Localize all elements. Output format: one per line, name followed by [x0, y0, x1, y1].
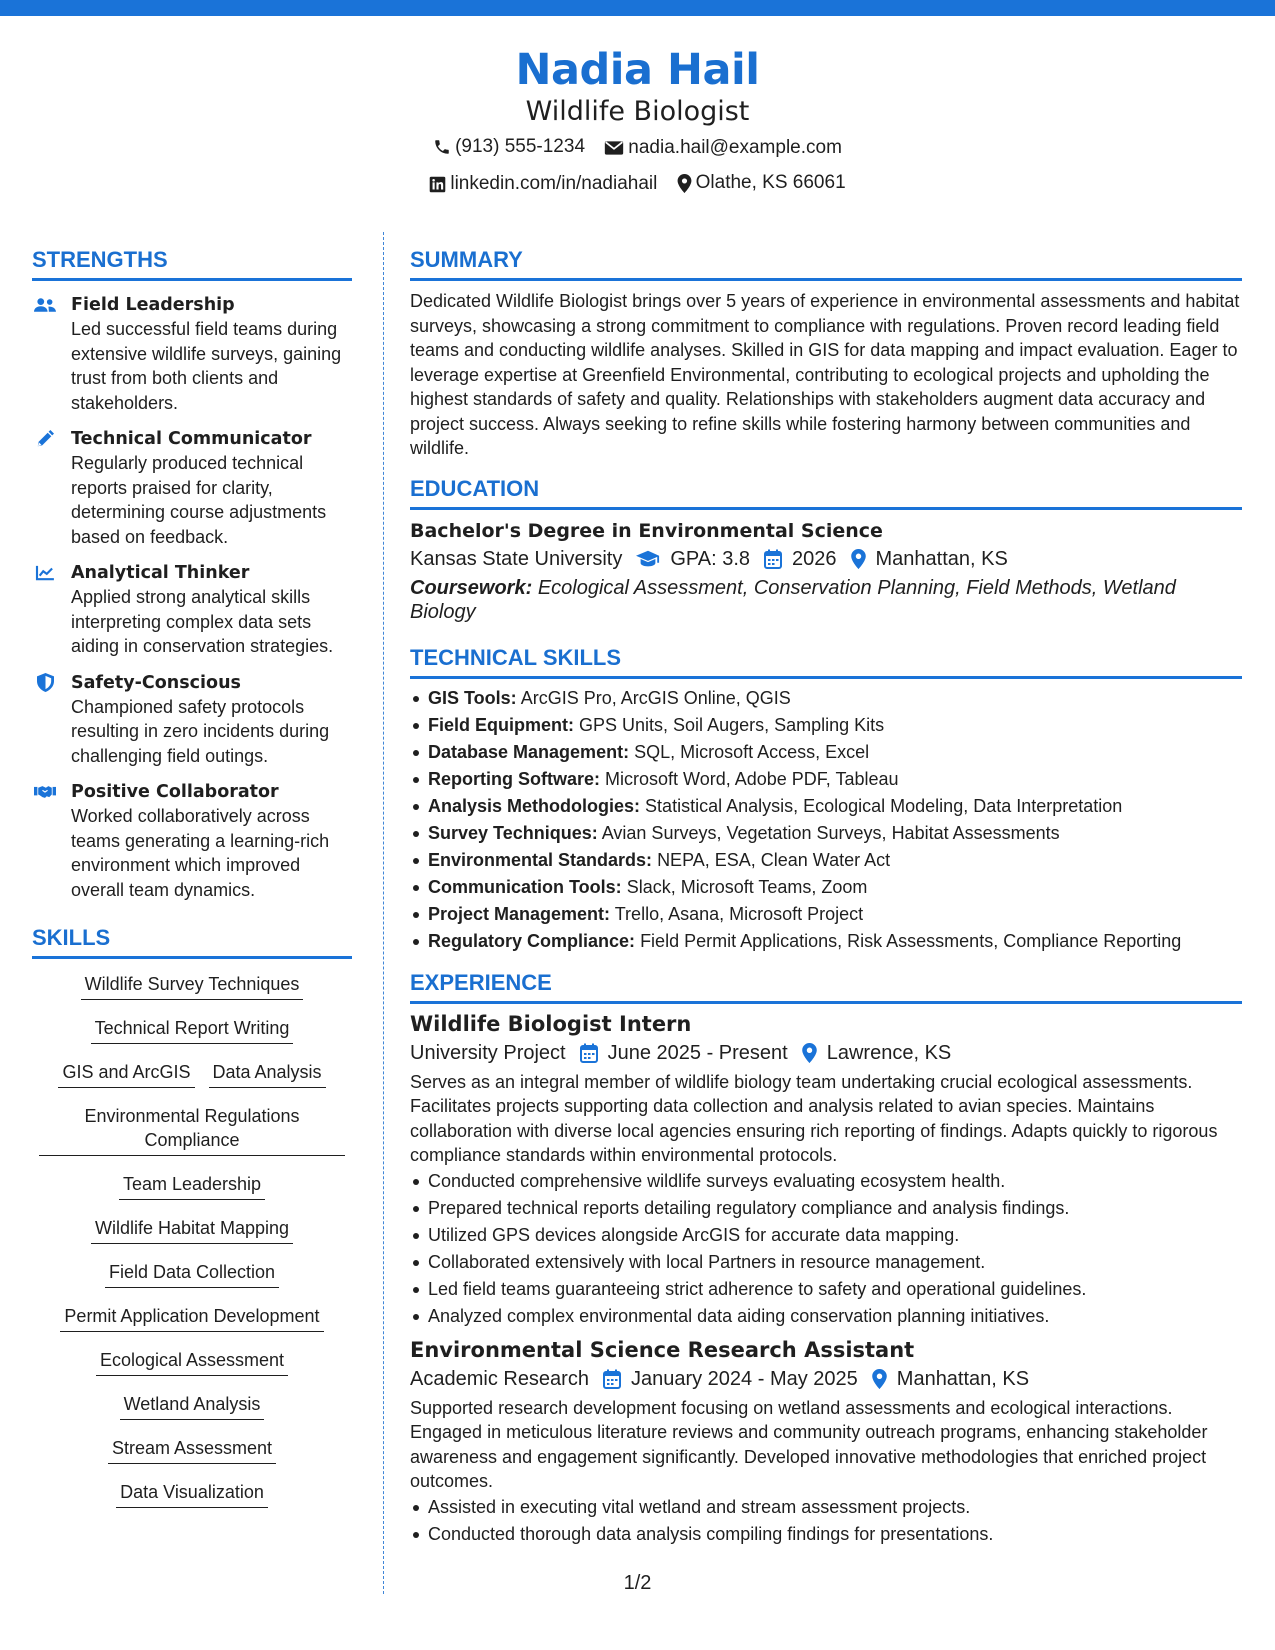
job-org: Academic Research: [410, 1367, 589, 1390]
handshake-icon: [34, 782, 56, 802]
skill-values: NEPA, ESA, Clean Water Act: [657, 849, 891, 870]
job-meta: [410, 1038, 1242, 1068]
skill-category: Regulatory Compliance:: [428, 930, 636, 951]
skill-values: Field Permit Applications, Risk Assessments, Compliance Reporting: [640, 930, 1182, 951]
job-org: University Project: [410, 1041, 566, 1064]
job-location: Manhattan, KS: [896, 1367, 1030, 1390]
list-item: [410, 901, 1242, 928]
coursework-label: Coursework:: [410, 576, 533, 599]
list-item: Prepared technical reports detailing regulatory compliance and analysis findings.: [410, 1195, 1242, 1222]
skill-values: Statistical Analysis, Ecological Modeling, Data Interpretation: [645, 795, 1123, 816]
skill-values: Slack, Microsoft Teams, Zoom: [626, 876, 868, 897]
contact-line-2: [0, 168, 1275, 203]
list-item: [410, 685, 1242, 712]
phone-text: (913) 555-1234: [455, 136, 586, 157]
list-item: Conducted comprehensive wildlife surveys evaluating ecosystem health.: [410, 1168, 1242, 1195]
skill-category: Project Management:: [428, 903, 611, 924]
technical-skills-list: [410, 685, 1242, 955]
skill-category: Survey Techniques:: [428, 822, 598, 843]
calendar-icon: [603, 1369, 621, 1389]
skill-category: GIS Tools:: [428, 687, 517, 708]
skill-values: Microsoft Word, Adobe PDF, Tableau: [605, 768, 899, 789]
strength-desc: Led successful field teams during extensive wildlife surveys, gaining trust from both clients and stakeholders.: [71, 319, 342, 413]
list-item: Analyzed complex environmental data aiding conservation planning initiatives.: [410, 1303, 1242, 1330]
strength-desc: Applied strong analytical skills interpreting complex data sets aiding in conservation strategies.: [71, 587, 334, 656]
email-text: nadia.hail@example.com: [628, 137, 842, 158]
strength-item: [32, 671, 352, 769]
skill-category: Analysis Methodologies:: [428, 795, 641, 816]
list-item: Assisted in executing vital wetland and stream assessment projects.: [410, 1494, 1242, 1521]
top-accent-bar: [0, 0, 1275, 16]
candidate-title: Wildlife Biologist: [525, 96, 750, 127]
education-rule: [410, 507, 1242, 510]
map-pin-icon: [851, 549, 866, 569]
strength-desc: Worked collaboratively across teams generating a learning-rich environment which improved overall team dynamics.: [71, 806, 330, 900]
job-entry: [410, 1336, 1242, 1548]
experience-heading: EXPERIENCE: [410, 969, 552, 995]
skill-values: SQL, Microsoft Access, Excel: [634, 741, 870, 762]
list-item: [410, 928, 1242, 955]
skill-category: Environmental Standards:: [428, 849, 653, 870]
coursework-list: Ecological Assessment, Conservation Planning, Field Methods, Wetland Biology: [410, 576, 1176, 623]
strengths-rule: [32, 278, 352, 281]
skill-tag: Wetland Analysis: [120, 1389, 265, 1420]
skill-values: Avian Surveys, Vegetation Surveys, Habitat Assessments: [601, 822, 1060, 843]
list-item: [410, 874, 1242, 901]
list-item: [410, 847, 1242, 874]
job-title: Environmental Science Research Assistant: [410, 1337, 915, 1362]
job-dates: June 2025 - Present: [607, 1041, 788, 1064]
skill-category: Communication Tools:: [428, 876, 622, 897]
strength-title: Field Leadership: [71, 295, 235, 315]
skill-tag: Permit Application Development: [60, 1301, 323, 1332]
experience-rule: [410, 1001, 1242, 1004]
strength-title: Safety-Conscious: [71, 672, 241, 693]
contact-email[interactable]: [604, 133, 842, 163]
list-item: [410, 766, 1242, 793]
strength-title: Positive Collaborator: [71, 782, 279, 802]
skill-values: GPS Units, Soil Augers, Sampling Kits: [579, 714, 885, 735]
job-meta: [410, 1364, 1242, 1394]
list-item: Conducted thorough data analysis compiling findings for presentations.: [410, 1521, 1242, 1548]
skills-heading: SKILLS: [32, 925, 111, 950]
list-item: [410, 820, 1242, 847]
linkedin-icon: [429, 176, 446, 193]
job-bullets: [410, 1168, 1242, 1330]
map-pin-icon: [872, 1369, 887, 1389]
users-icon: [34, 295, 56, 315]
job-title: Wildlife Biologist Intern: [410, 1011, 692, 1036]
contact-linkedin[interactable]: [429, 169, 657, 199]
list-item: Led field teams guaranteeing strict adherence to safety and operational guidelines.: [410, 1276, 1242, 1303]
list-item: Utilized GPS devices alongside ArcGIS for accurate data mapping.: [410, 1222, 1242, 1249]
graduation-year: 2026: [792, 547, 837, 570]
skill-tag: Stream Assessment: [108, 1433, 276, 1464]
skill-tag: Team Leadership: [119, 1169, 265, 1200]
skill-tag: Ecological Assessment: [96, 1345, 288, 1376]
skill-tag: Wildlife Survey Techniques: [81, 969, 304, 1000]
skill-values: Trello, Asana, Microsoft Project: [614, 903, 864, 924]
skill-tag: Technical Report Writing: [91, 1013, 294, 1044]
job-entry: [410, 1010, 1242, 1330]
contact-line-1: [0, 132, 1275, 166]
education-heading: EDUCATION: [410, 475, 540, 501]
resume-header: [0, 40, 1275, 203]
list-item: [410, 739, 1242, 766]
skill-values: ArcGIS Pro, ArcGIS Online, QGIS: [520, 687, 791, 708]
skill-tag: Field Data Collection: [105, 1257, 279, 1288]
graduation-cap-icon: [636, 550, 660, 568]
strength-item: [32, 427, 352, 549]
school-location: Manhattan, KS: [875, 547, 1008, 570]
degree-title: Bachelor's Degree in Environmental Science: [410, 519, 883, 542]
map-pin-icon: [802, 1043, 817, 1063]
skill-tag: Data Analysis: [209, 1057, 326, 1088]
job-description: Serves as an integral member of wildlife biology team undertaking crucial ecological assessments. Facilitates projects supporting data collection and analysis related to avian species. Maintains collaboration with diverse local agencies ensuring rich reporting of findings. Adapts quickly to rigorous compliance standards within environmental protocols.: [410, 1071, 1218, 1165]
location-text: Olathe, KS 66061: [695, 172, 846, 193]
skill-tag: Wildlife Habitat Mapping: [91, 1213, 293, 1244]
left-column: [32, 246, 352, 1521]
linkedin-text: linkedin.com/in/nadiahail: [450, 173, 658, 194]
map-pin-icon: [677, 174, 692, 193]
skill-category: Database Management:: [428, 741, 630, 762]
job-location: Lawrence, KS: [826, 1041, 952, 1064]
strength-item: [32, 293, 352, 415]
list-item: [410, 793, 1242, 820]
right-column: [410, 246, 1242, 1548]
envelope-icon: [604, 140, 624, 156]
shield-icon: [34, 673, 56, 693]
strength-desc: Championed safety protocols resulting in zero incidents during challenging field outings.: [71, 696, 330, 766]
phone-icon: [433, 138, 451, 156]
technical-skills-rule: [410, 676, 1242, 679]
skill-tag: GIS and ArcGIS: [58, 1057, 194, 1088]
strengths-heading: STRENGTHS: [32, 247, 168, 272]
list-item: Collaborated extensively with local Partners in resource management.: [410, 1249, 1242, 1276]
calendar-icon: [764, 549, 782, 569]
candidate-name: Nadia Hail: [515, 45, 760, 95]
pencil-icon: [34, 429, 56, 449]
list-item: [410, 712, 1242, 739]
strength-title: Technical Communicator: [71, 429, 312, 449]
gpa: GPA: 3.8: [670, 547, 750, 570]
summary-text: Dedicated Wildlife Biologist brings over 5 years of experience in environmental assessments and habitat surveys, showcasing a strong commitment to compliance with regulations. Proven record leading field teams and conducting wildlife analyses. Skilled in GIS for data mapping and impact evaluation. Eager to leverage expertise at Greenfield Environmental, contributing to ecological projects and upholding the highest standards of safety and quality. Relationships with stakeholders augment data accuracy and project success. Always seeking to refine skills while fostering harmony between communities and wildlife.: [410, 291, 1240, 458]
skills-list: [32, 969, 352, 1508]
school-name: Kansas State University: [410, 547, 623, 570]
job-description: Supported research development focusing on wetland assessments and ecological interactions. Engaged in meticulous literature reviews and community outreach programs, enhancing stakeholder awareness and engagement significantly. Developed innovative methodologies that enriched project outcomes.: [410, 1397, 1208, 1491]
calendar-icon: [580, 1043, 598, 1063]
skills-rule: [32, 956, 352, 959]
column-divider: [383, 232, 384, 1594]
strength-title: Analytical Thinker: [71, 563, 250, 583]
education-meta: [410, 544, 1242, 574]
chart-line-icon: [34, 563, 56, 583]
summary-rule: [410, 278, 1242, 281]
skill-tag: Environmental Regulations Compliance: [39, 1101, 345, 1156]
job-dates: January 2024 - May 2025: [630, 1367, 858, 1390]
skill-tag: Data Visualization: [116, 1477, 268, 1508]
page-number: 1/2: [623, 1572, 652, 1594]
skill-category: Reporting Software:: [428, 768, 601, 789]
strength-item: [32, 561, 352, 659]
strength-desc: Regularly produced technical reports praised for clarity, determining course adjustments based on feedback.: [71, 453, 327, 547]
skill-category: Field Equipment:: [428, 714, 574, 735]
job-bullets: [410, 1494, 1242, 1548]
strength-item: [32, 780, 352, 902]
contact-phone: [433, 132, 585, 162]
technical-skills-heading: TECHNICAL SKILLS: [410, 644, 622, 670]
contact-location: [677, 168, 846, 198]
summary-heading: SUMMARY: [410, 247, 523, 272]
coursework: [410, 576, 1242, 624]
